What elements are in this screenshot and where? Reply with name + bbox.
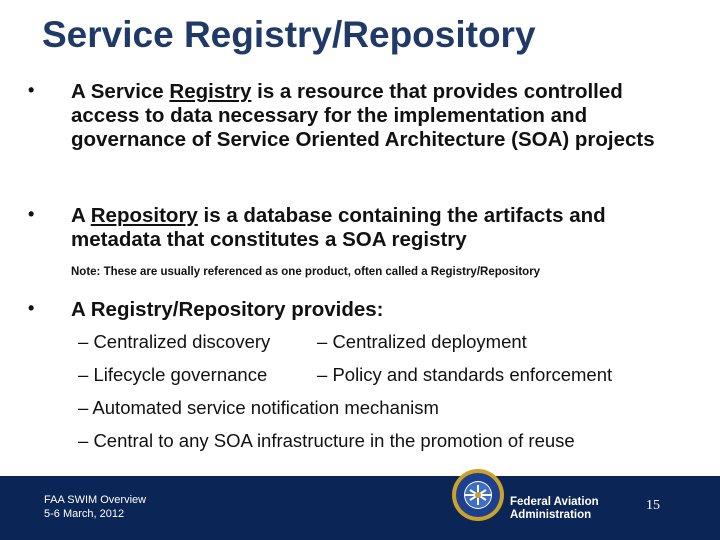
bullet-prefix: A Service xyxy=(71,80,170,103)
bullet-repository xyxy=(28,204,658,252)
subitem-label: Lifecycle governance xyxy=(93,364,268,385)
subitem: – Centralized deployment xyxy=(317,331,527,352)
agency-name-line: Federal Aviation xyxy=(510,496,599,508)
note-text: Note: These are usually referenced as one product, often called a Registry/Repository xyxy=(71,266,541,278)
bullet-dot: • xyxy=(28,298,35,318)
bullet-registry xyxy=(28,80,678,151)
bullet-dot: • xyxy=(28,204,35,224)
subitem: – Policy and standards enforcement xyxy=(317,364,613,385)
bullet-text xyxy=(71,204,658,252)
subitem-label: Centralized discovery xyxy=(93,331,271,352)
subitem-label: Automated service notification mechanism xyxy=(92,397,439,418)
footer-info xyxy=(44,493,146,522)
subitem: – Automated service notification mechanism xyxy=(78,397,439,418)
subitem: – Lifecycle governance xyxy=(78,364,268,385)
bullet-provides xyxy=(28,298,668,322)
subitem-label: Policy and standards enforcement xyxy=(332,364,613,385)
presentation-title: FAA SWIM Overview xyxy=(44,494,147,506)
slide-title: Service Registry/Repository xyxy=(42,14,536,55)
faa-seal-icon xyxy=(451,468,505,522)
footer-bar xyxy=(0,476,720,540)
presentation-date: 5-6 March, 2012 xyxy=(44,508,125,521)
page-number: 15 xyxy=(646,498,660,513)
repository-term: Repository xyxy=(90,204,198,227)
bullet-text xyxy=(71,80,678,151)
agency-name-line: Administration xyxy=(510,508,592,521)
subitem-label: Centralized deployment xyxy=(332,331,527,352)
bullet-text: A Registry/Repository provides: xyxy=(71,298,384,321)
subitem: – Central to any SOA infrastructure in the promotion of reuse xyxy=(78,430,575,451)
subitem: – Centralized discovery xyxy=(78,331,271,352)
registry-term: Registry xyxy=(169,80,252,103)
subitem-label: Central to any SOA infrastructure in the promotion of reuse xyxy=(93,430,575,451)
bullet-suffix: is a database containing the artifacts and metadata that constitutes a SOA registry xyxy=(71,204,606,251)
bullet-prefix: A xyxy=(71,204,91,227)
bullet-dot: • xyxy=(28,80,35,100)
agency-name xyxy=(510,496,599,521)
bullet-suffix: is a resource that provides controlled access to data necessary for the implementation and governance of Service Oriented Architecture (SOA) projects xyxy=(71,80,655,151)
